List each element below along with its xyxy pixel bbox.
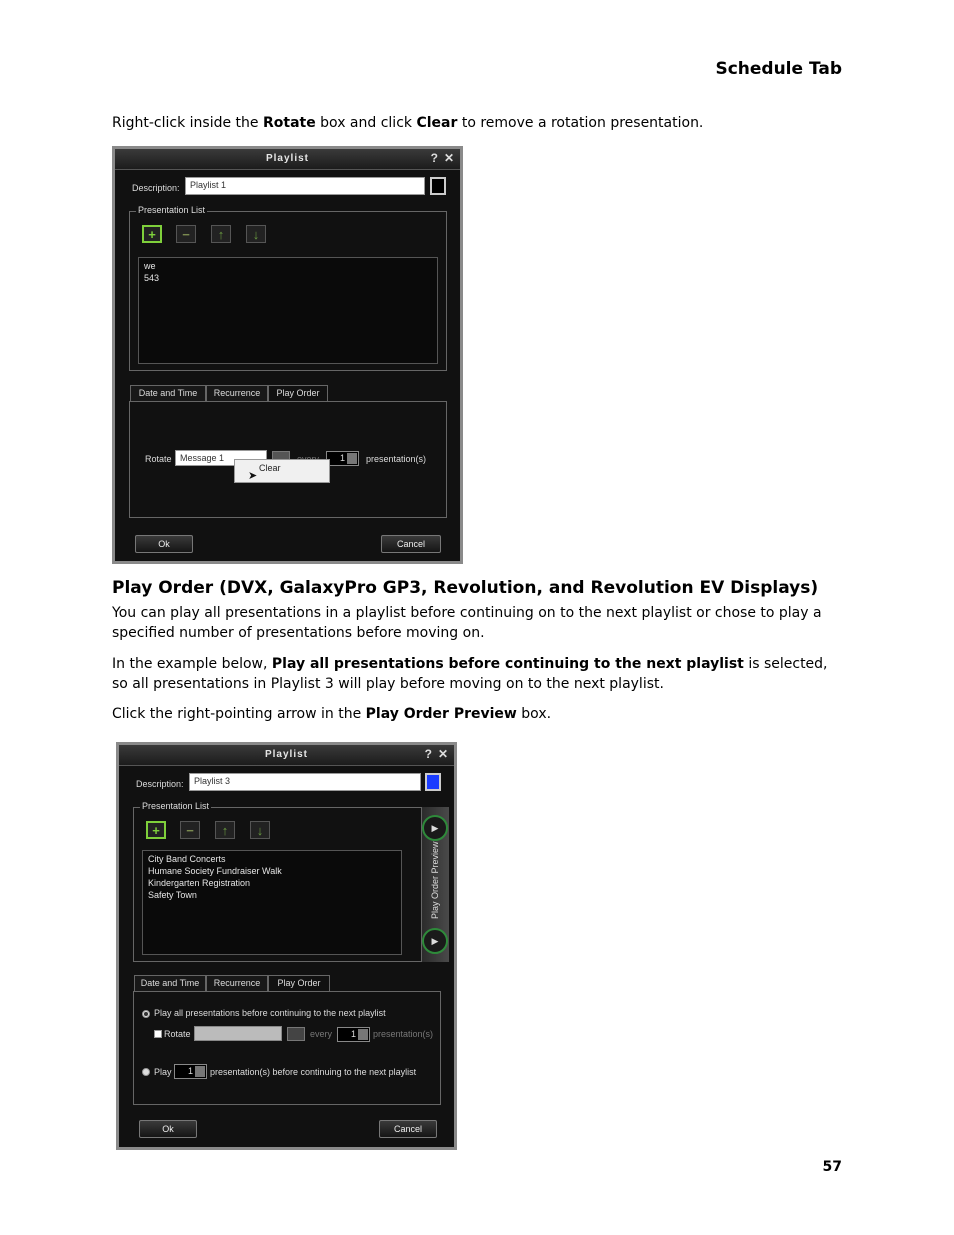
presentation-listbox[interactable]: [138, 257, 438, 364]
tab-play-order[interactable]: Play Order: [268, 385, 328, 402]
add-icon[interactable]: +: [146, 821, 166, 839]
play-order-pane: [129, 401, 447, 518]
section-heading: Play Order (DVX, GalaxyPro GP3, Revolution, and Revolution EV Displays): [112, 578, 819, 598]
section-paragraph-1: You can play all presentations in a playlist before continuing on to the next playlist or chose to play a specified number of presentations before moving on.: [112, 605, 822, 641]
rotate-input[interactable]: [194, 1026, 282, 1041]
rotate-label: Rotate: [164, 1029, 191, 1039]
page-number: 57: [822, 1159, 842, 1175]
move-down-icon[interactable]: ↓: [250, 821, 270, 839]
description-label: Description:: [136, 779, 184, 789]
play-label: Play: [154, 1067, 172, 1077]
ok-button[interactable]: Ok: [135, 535, 193, 553]
play-order-preview-panel: [421, 807, 449, 962]
close-icon[interactable]: ✕: [437, 747, 448, 761]
list-item[interactable]: we: [144, 261, 156, 271]
play-count-value: 1: [187, 1066, 193, 1076]
playlist-dialog-1: [112, 146, 463, 564]
tab-recurrence[interactable]: Recurrence: [206, 975, 268, 992]
description-input[interactable]: Playlist 3: [189, 773, 421, 791]
preview-play-icon[interactable]: ▶: [422, 928, 448, 954]
list-item[interactable]: Humane Society Fundraiser Walk: [148, 866, 282, 876]
remove-icon[interactable]: −: [176, 225, 196, 243]
color-swatch[interactable]: [430, 177, 446, 195]
cancel-button[interactable]: Cancel: [379, 1120, 437, 1138]
list-item[interactable]: 543: [144, 273, 160, 283]
group-label: Presentation List: [142, 801, 210, 811]
tab-date-and-time[interactable]: Date and Time: [134, 975, 206, 992]
presentations-label: presentation(s): [366, 454, 427, 464]
remove-icon[interactable]: −: [180, 821, 200, 839]
rotate-browse-button[interactable]: [287, 1027, 305, 1041]
preview-next-icon[interactable]: ▶: [422, 815, 448, 841]
play-count-radio[interactable]: [142, 1068, 150, 1076]
presentation-list-group: [129, 205, 447, 371]
ok-button[interactable]: Ok: [139, 1120, 197, 1138]
context-menu-clear[interactable]: Clear: [259, 463, 281, 473]
presentations-label: presentation(s): [373, 1029, 434, 1039]
play-count-stepper[interactable]: [174, 1064, 207, 1079]
close-icon[interactable]: ✕: [443, 151, 454, 165]
titlebar: [119, 745, 454, 766]
cancel-button[interactable]: Cancel: [381, 535, 441, 553]
list-item[interactable]: Safety Town: [148, 890, 197, 900]
list-item[interactable]: City Band Concerts: [148, 854, 226, 864]
dialog-title: Playlist: [264, 749, 309, 760]
intro-paragraph: Right-click inside the Rotate box and click Clear to remove a rotation presentation.: [112, 115, 704, 131]
tab-recurrence[interactable]: Recurrence: [206, 385, 268, 402]
every-label: every: [310, 1029, 333, 1039]
count-stepper[interactable]: [326, 451, 359, 466]
description-label: Description:: [132, 183, 180, 193]
section-paragraph-3: Click the right-pointing arrow in the Play Order Preview box.: [112, 706, 552, 722]
move-up-icon[interactable]: ↑: [211, 225, 231, 243]
rotate-checkbox[interactable]: [154, 1030, 162, 1038]
dialog-title: Playlist: [265, 153, 310, 164]
rotate-input[interactable]: Message 1: [175, 450, 267, 466]
count-stepper[interactable]: [337, 1027, 370, 1042]
tab-date-and-time[interactable]: Date and Time: [130, 385, 206, 402]
presentation-list-group: [133, 801, 423, 962]
playlist-dialog-2: [116, 742, 457, 1150]
rotate-label: Rotate: [145, 454, 172, 464]
presentation-listbox[interactable]: [142, 850, 402, 955]
move-up-icon[interactable]: ↑: [215, 821, 235, 839]
help-icon[interactable]: ?: [430, 151, 438, 165]
color-swatch[interactable]: [425, 773, 441, 791]
cursor-icon: ➤: [248, 470, 258, 482]
add-icon[interactable]: +: [142, 225, 162, 243]
move-down-icon[interactable]: ↓: [246, 225, 266, 243]
preview-label: Play Order Preview: [430, 841, 440, 919]
play-all-label: Play all presentations before continuing to the next playlist: [154, 1008, 386, 1018]
group-label: Presentation List: [138, 205, 206, 215]
help-icon[interactable]: ?: [424, 747, 432, 761]
play-order-pane: [133, 991, 441, 1105]
tab-play-order[interactable]: Play Order: [268, 975, 330, 992]
count-value: 1: [350, 1029, 356, 1039]
count-value: 1: [339, 453, 345, 463]
section-header: Schedule Tab: [715, 59, 842, 79]
play-all-radio[interactable]: [142, 1010, 150, 1018]
titlebar: [115, 149, 460, 170]
description-input[interactable]: Playlist 1: [185, 177, 425, 195]
play-suffix-label: presentation(s) before continuing to the next playlist: [210, 1067, 417, 1077]
section-paragraph-2: In the example below, Play all presentations before continuing to the next playlist is selected, so all presentations in Playlist 3 will play before moving on to the next playlist.: [112, 656, 828, 692]
list-item[interactable]: Kindergarten Registration: [148, 878, 251, 888]
